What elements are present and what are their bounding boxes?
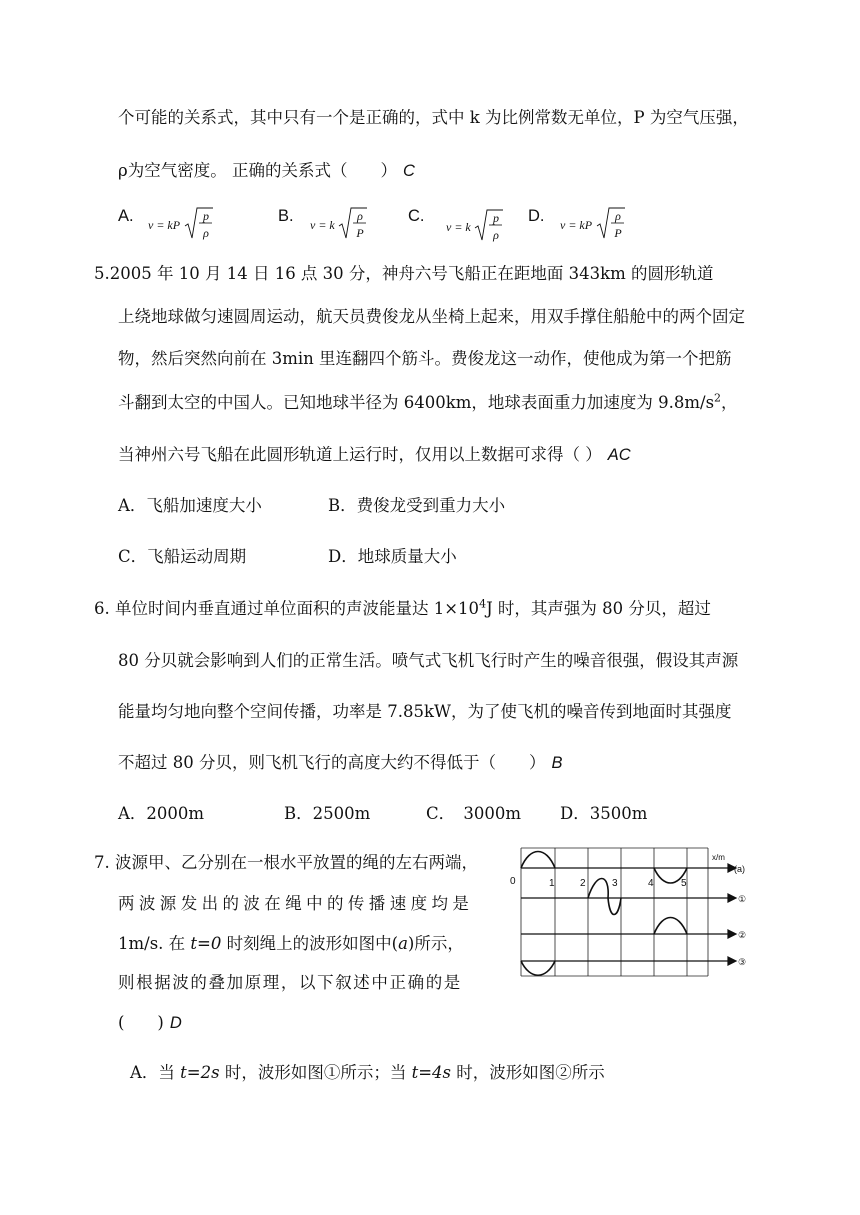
q4-a-num: p (203, 209, 209, 223)
q4-option-d-label: D. (528, 207, 545, 225)
q6-line-1-sup: 4 (479, 597, 487, 611)
q4-c-lhs: v = k (446, 220, 471, 234)
q4-option-c-label: C. (408, 207, 425, 225)
q4-c-den: ρ (493, 228, 499, 242)
q5-line-2: 上绕地球做匀速圆周运动，航天员费俊龙从坐椅上起来，用双手撑住船舱中的两个固定 (118, 307, 745, 326)
q6-line-4-text: 不超过 80 分贝，则飞机飞行的高度大约不得低于（ ） (118, 753, 546, 772)
q5-line-4-end: ， (721, 393, 738, 412)
q7-line-2: 两波源发出的波在绳中的传播速度均是 (118, 894, 474, 913)
q7-line-3-end: )所示， (407, 934, 464, 953)
q7-line-4: 则根据波的叠加原理，以下叙述中正确的是 (118, 973, 462, 992)
q7-line-3 (118, 933, 464, 955)
q6-line-4 (118, 752, 563, 774)
q4-option-b-formula (310, 206, 380, 246)
q6-option-b: B．2500m (284, 804, 371, 823)
tick-2: 2 (580, 878, 586, 889)
q7-line-3-text: 1m/s. 在 (118, 934, 191, 953)
wave-a-left-crest (521, 852, 555, 869)
tick-4: 4 (648, 878, 654, 889)
q4-line-2-text: ρ为空气密度。 正确的关系式（ ） (118, 161, 397, 180)
q5-option-c: C．飞船运动周期 (118, 547, 247, 566)
q6-answer: B (551, 754, 563, 772)
q5-answer: AC (607, 446, 631, 464)
q4-c-num: p (493, 211, 499, 225)
q7-option-a-text: A．当 (130, 1063, 181, 1082)
q5-line-3: 物，然后突然向前在 3min 里连翻四个筋斗。费俊龙这一动作，使他成为第一个把筋 (118, 349, 732, 368)
tick-3: 3 (612, 878, 618, 889)
row-label-a: (a) (734, 864, 745, 874)
q4-b-lhs: v = k (310, 218, 335, 232)
figure-grid (521, 848, 708, 976)
q4-a-den: ρ (203, 226, 209, 240)
tick-1: 1 (549, 878, 555, 889)
q4-option-a-label: A. (118, 207, 134, 225)
q7-line-5 (118, 1012, 182, 1034)
q7-option-a-end: 时，波形如图②所示 (451, 1063, 605, 1082)
q7-option-a-t1: t=2s (180, 1063, 220, 1082)
q4-answer: C (402, 162, 415, 180)
q6-option-a: A．2000m (118, 804, 205, 823)
q5-line-4-text: 斗翻到太空的中国人。已知地球半径为 6400km，地球表面重力加速度为 9.8m/s (118, 393, 715, 412)
q7-line-1: 7. 波源甲、乙分别在一根水平放置的绳的左右两端， (94, 853, 478, 872)
q4-line-2 (118, 160, 415, 182)
q6-option-c: C． 3000m (426, 804, 522, 823)
row-label-3: ③ (738, 957, 747, 967)
q4-option-a-formula (148, 206, 218, 246)
q6-line-1-text: 6. 单位时间内垂直通过单位面积的声波能量达 1×10 (94, 599, 480, 618)
tick-5: 5 (681, 878, 687, 889)
q5-line-1: 5.2005 年 10 月 14 日 16 点 30 分，神舟六号飞船正在距地面 343km 的圆形轨道 (94, 264, 714, 283)
q4-d-lhs: v = kP (560, 218, 593, 232)
q5-line-4 (118, 392, 738, 414)
q5-option-d: D．地球质量大小 (328, 547, 457, 566)
q7-option-a-mid: 时，波形如图①所示；当 (219, 1063, 412, 1082)
q5-line-5-text: 当神州六号飞船在此圆形轨道上运行时，仅用以上数据可求得（ ） (118, 445, 602, 464)
q6-line-1 (94, 598, 711, 620)
row-label-2: ② (738, 930, 747, 940)
wave-3-left-trough (521, 961, 555, 975)
q4-d-den: P (614, 226, 622, 240)
q6-option-d: D．3500m (560, 804, 648, 823)
q5-line-5 (118, 444, 631, 466)
origin-label: 0 (510, 876, 516, 887)
q7-line-3-a: a (398, 934, 408, 953)
q7-line-3-t: t=0 (190, 934, 222, 953)
q7-line-3-mid: 时刻绳上的波形如图中( (221, 934, 399, 953)
q4-b-den: P (356, 226, 364, 240)
q6-line-2: 80 分贝就会影响到人们的正常生活。喷气式飞机飞行时产生的噪音很强，假设其声源 (118, 651, 739, 670)
q7-option-a-t2: t=4s (411, 1063, 452, 1082)
q4-d-num: ρ (615, 209, 621, 223)
axis-label: x/m (712, 853, 725, 862)
q4-line-1: 个可能的关系式，其中只有一个是正确的，式中 k 为比例常数无单位，P 为空气压强， (118, 108, 749, 127)
q4-a-lhs: v = kP (148, 218, 181, 232)
wave-3-right-crest (654, 918, 687, 935)
q5-option-a: A．飞船加速度大小 (118, 496, 262, 515)
row-3-arrow-icon (728, 957, 736, 965)
q4-option-d-formula (560, 206, 630, 246)
q7-option-a (130, 1062, 605, 1084)
q4-b-num: ρ (357, 209, 363, 223)
q5-option-b: B．费俊龙受到重力大小 (328, 496, 506, 515)
q4-option-b-label: B. (278, 207, 294, 225)
q5-line-4-sup: 2 (714, 391, 722, 405)
q4-option-c-formula (446, 208, 516, 248)
row-1-arrow-icon (728, 894, 736, 902)
q7-answer: D (169, 1014, 182, 1032)
q6-line-3: 能量均匀地向整个空间传播，功率是 7.85kW，为了使飞机的噪音传到地面时其强度 (118, 702, 732, 721)
row-2-arrow-icon (728, 930, 736, 938)
q6-line-1-end: J 时，其声强为 80 分贝，超过 (486, 599, 711, 618)
row-label-1: ① (738, 894, 747, 904)
q7-line-5-text: ( ) (118, 1013, 164, 1032)
wave-superposition-figure (500, 842, 760, 982)
